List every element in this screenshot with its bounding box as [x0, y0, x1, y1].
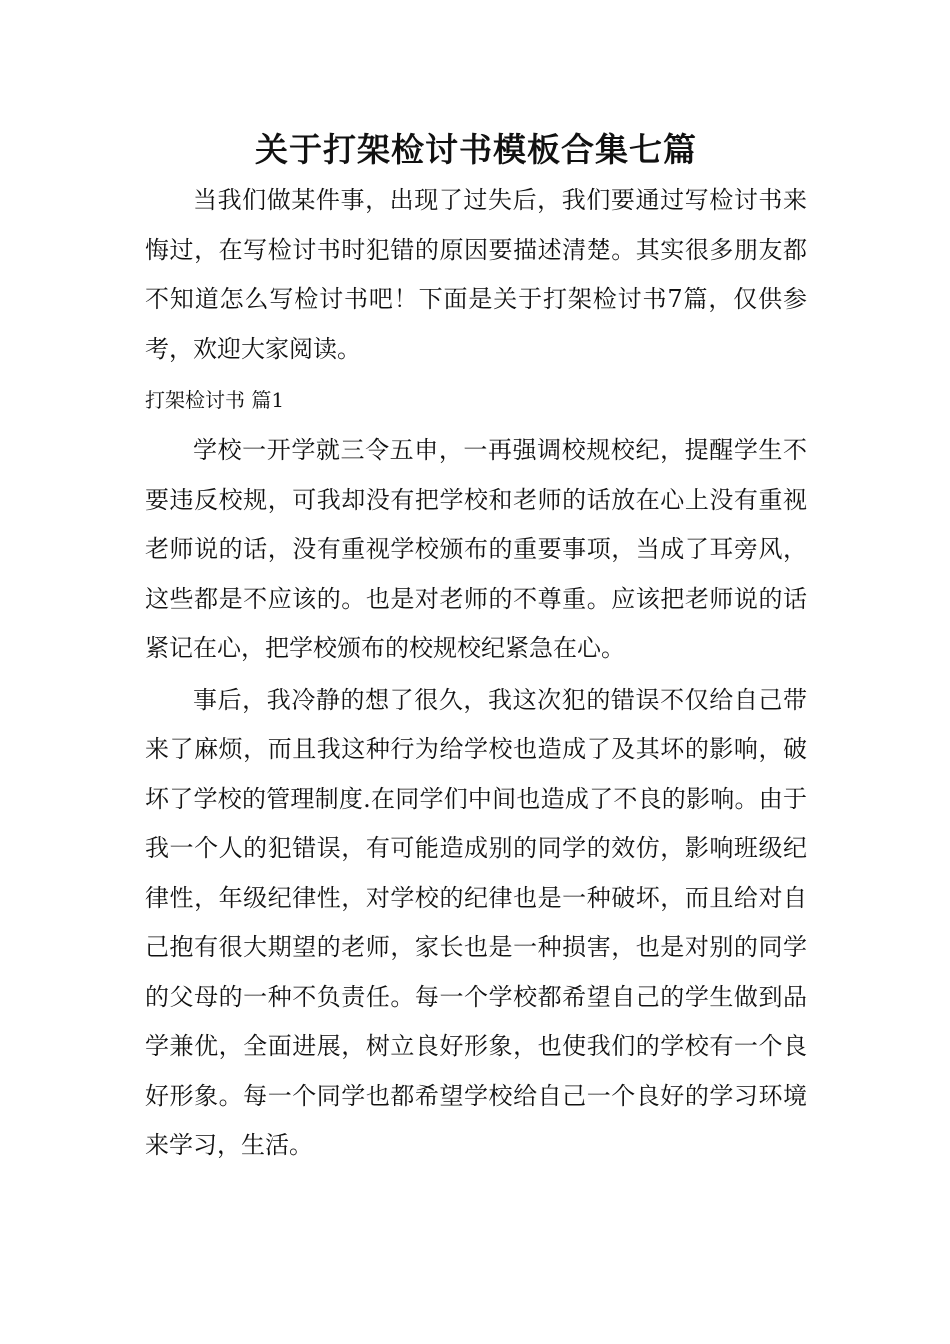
body-paragraph-2: 事后，我冷静的想了很久，我这次犯的错误不仅给自己带来了麻烦，而且我这种行为给学校也造成了及其坏的影响，破坏了学校的管理制度.在同学们中间也造成了不良的影响。由于我一个人的犯错误，有可能造成别的同学的效仿，影响班级纪律性，年级纪律性，对学校的纪律也是一种破坏，而且给对自己抱有很大期望的老师，家长也是一种损害，也是对别的同学的父母的一种不负责任。每一个学校都希望自己的学生做到品学兼优，全面进展，树立良好形象，也使我们的学校有一个良好形象。每一个同学也都希望学校给自己一个良好的学习环境来学习，生活。 [145, 685, 807, 1159]
document-page [145, 124, 807, 1171]
section-heading: 打架检讨书 篇1 [145, 388, 285, 412]
body-paragraph-1: 学校一开学就三令五申，一再强调校规校纪，提醒学生不要违反校规，可我却没有把学校和老师的话放在心上没有重视老师说的话，没有重视学校颁布的重要事项，当成了耳旁风，这些都是不应该的。也是对老师的不尊重。应该把老师说的话紧记在心，把学校颁布的校规校纪紧急在心。 [145, 436, 807, 662]
intro-paragraph: 当我们做某件事，出现了过失后，我们要通过写检讨书来悔过，在写检讨书时犯错的原因要描述清楚。其实很多朋友都不知道怎么写检讨书吧！下面是关于打架检讨书7篇，仅供参考，欢迎大家阅读。 [145, 186, 807, 363]
document-title: 关于打架检讨书模板合集七篇 [255, 130, 697, 169]
